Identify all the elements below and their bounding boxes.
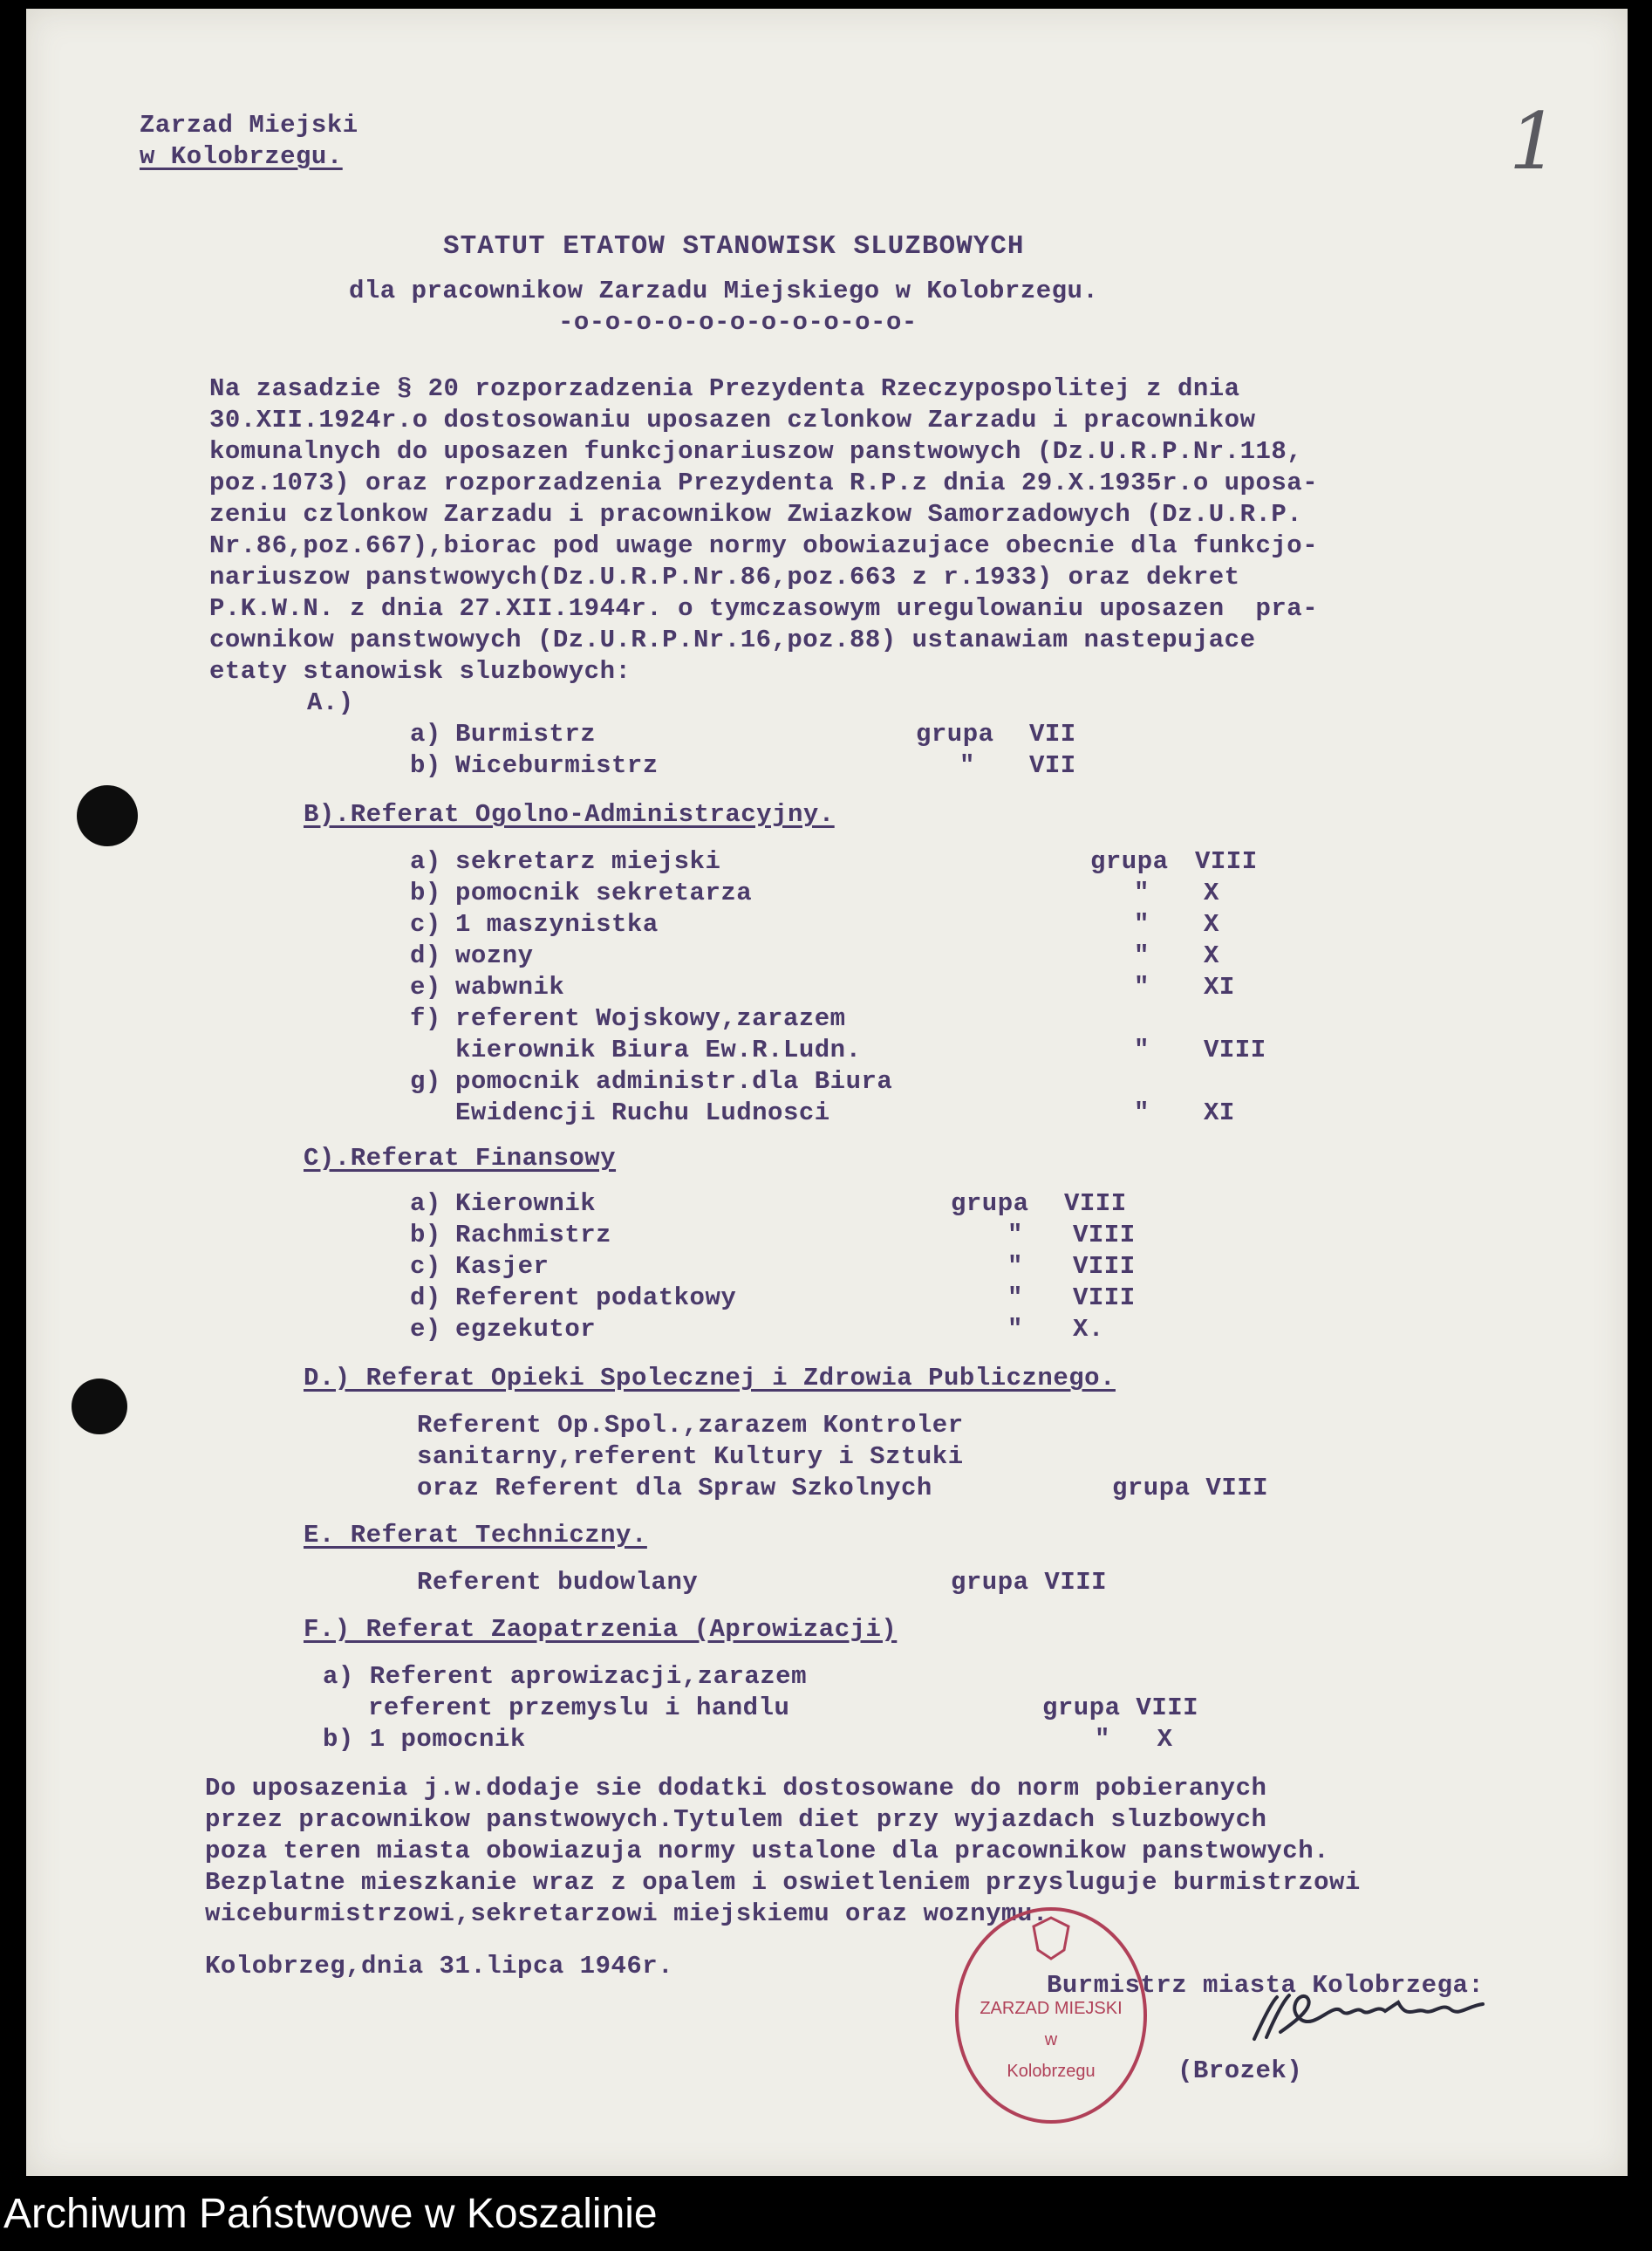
section-heading: A.) <box>307 688 354 717</box>
item-letter: g) <box>410 1067 441 1096</box>
item-name-continued: kierownik Biura Ew.R.Ludn. <box>455 1036 862 1064</box>
item-group: X <box>1204 941 1219 970</box>
item-mark: " <box>1134 1098 1150 1127</box>
preamble-line: etaty stanowisk sluzbowych: <box>209 657 631 686</box>
item-letter: f) <box>410 1004 441 1033</box>
signature <box>1246 1985 1490 2055</box>
preamble-line: poz.1073) oraz rozporzadzenia Prezydenta R.P.z dnia 29.X.1935r.o uposa- <box>209 469 1319 497</box>
item-name: Rachmistrz <box>455 1221 612 1249</box>
stamp-line2: w <box>1044 2030 1058 2049</box>
section-group: " X <box>1095 1725 1173 1754</box>
stamp-line3: Kolobrzegu <box>1007 2062 1096 2081</box>
office-name-line2: w Kolobrzegu. <box>140 142 343 171</box>
item-letter: e) <box>410 973 441 1002</box>
item-name: 1 maszynistka <box>455 910 659 939</box>
preamble-line: Na zasadzie § 20 rozporzadzenia Prezydenta Rzeczypospolitej z dnia <box>209 374 1240 403</box>
punch-hole <box>77 785 138 846</box>
item-group: VII <box>1029 720 1076 749</box>
preamble-line: komunalnych do uposazen funkcjonariuszow panstwowych (Dz.U.R.P.Nr.118, <box>209 437 1303 466</box>
preamble-line: P.K.W.N. z dnia 27.XII.1944r. o tymczasowym uregulowaniu uposazen pra- <box>209 594 1319 623</box>
preamble-line: zeniu czlonkow Zarzadu i pracownikow Zwiazkow Samorzadowych (Dz.U.R.P. <box>209 500 1303 529</box>
closing-line: Do uposazenia j.w.dodaje sie dodatki dostosowane do norm pobieranych <box>205 1774 1267 1803</box>
item-name: Kierownik <box>455 1189 597 1218</box>
section-heading: B).Referat Ogolno-Administracyjny. <box>304 800 835 829</box>
item-letter: d) <box>410 1283 441 1312</box>
signoff-name: (Brozek) <box>1178 2056 1303 2085</box>
item-name: pomocnik administr.dla Biura <box>455 1067 893 1096</box>
item-group: XI <box>1204 973 1235 1002</box>
item-letter: a) <box>410 1189 441 1218</box>
item-mark: grupa <box>1090 847 1169 876</box>
place-date: Kolobrzeg,dnia 31.lipca 1946r. <box>205 1952 674 1981</box>
item-letter: c) <box>410 910 441 939</box>
preamble-line: Nr.86,poz.667),biorac pod uwage normy obowiazujace obecnie dla funkcjo- <box>209 531 1319 560</box>
section-heading: D.) Referat Opieki Spolecznej i Zdrowia Publicznego. <box>304 1364 1116 1392</box>
section-heading: C).Referat Finansowy <box>304 1144 617 1173</box>
office-name-line1: Zarzad Miejski <box>140 111 358 140</box>
title-separator: -o-o-o-o-o-o-o-o-o-o-o- <box>558 308 918 337</box>
item-name: wozny <box>455 941 534 970</box>
item-name: Wiceburmistrz <box>455 751 659 780</box>
closing-line: wiceburmistrzowi,sekretarzowi miejskiemu oraz woznymu. <box>205 1899 1048 1928</box>
preamble-line: nariuszow panstwowych(Dz.U.R.P.Nr.86,poz.663 z r.1933) oraz dekret <box>209 563 1240 592</box>
item-mark: grupa <box>916 720 994 749</box>
page-number: 1 <box>1509 96 1560 188</box>
closing-line: poza teren miasta obowiazuja normy ustalone dla pracownikow panstwowych. <box>205 1837 1330 1865</box>
preamble-line: 30.XII.1924r.o dostosowaniu uposazen czlonkow Zarzadu i pracownikow <box>209 406 1256 434</box>
document-title: STATUT ETATOW STANOWISK SLUZBOWYCH <box>443 231 1025 262</box>
official-stamp <box>951 1902 1151 2129</box>
item-letter: c) <box>410 1252 441 1281</box>
item-mark: " <box>1007 1252 1023 1281</box>
item-name: Referent podatkowy <box>455 1283 737 1312</box>
archive-footer <box>0 2176 1652 2251</box>
section-line: Referent Op.Spol.,zarazem Kontroler <box>417 1411 964 1440</box>
section-line: a) Referent aprowizacji,zarazem <box>323 1662 807 1691</box>
item-letter: a) <box>410 720 441 749</box>
section-group: grupa VIII <box>1042 1693 1199 1722</box>
item-mark: grupa <box>951 1189 1029 1218</box>
document-page <box>26 9 1628 2176</box>
item-mark: " <box>1007 1221 1023 1249</box>
item-mark: " <box>1007 1315 1023 1344</box>
item-mark: " <box>1134 973 1150 1002</box>
item-name: egzekutor <box>455 1315 597 1344</box>
item-group: X <box>1204 879 1219 907</box>
item-letter: a) <box>410 847 441 876</box>
item-letter: b) <box>410 879 441 907</box>
section-group: grupa VIII <box>951 1568 1108 1597</box>
item-mark: " <box>1007 1283 1023 1312</box>
item-group: VIII <box>1073 1221 1136 1249</box>
section-line: sanitarny,referent Kultury i Sztuki <box>417 1442 964 1471</box>
item-group: VIII <box>1064 1189 1127 1218</box>
item-group: X <box>1204 910 1219 939</box>
item-letter: b) <box>410 751 441 780</box>
item-name-continued: Ewidencji Ruchu Ludnosci <box>455 1098 830 1127</box>
item-letter: b) <box>410 1221 441 1249</box>
item-group: X. <box>1073 1315 1104 1344</box>
section-line: oraz Referent dla Spraw Szkolnych <box>417 1474 932 1502</box>
section-heading: F.) Referat Zaopatrzenia (Aprowizacji) <box>304 1615 898 1644</box>
item-name: Burmistrz <box>455 720 597 749</box>
item-name: wabwnik <box>455 973 565 1002</box>
item-mark: " <box>959 751 975 780</box>
item-letter: e) <box>410 1315 441 1344</box>
item-name: referent Wojskowy,zarazem <box>455 1004 846 1033</box>
item-group: VIII <box>1073 1283 1136 1312</box>
item-group: XI <box>1204 1098 1235 1127</box>
item-group: VIII <box>1204 1036 1266 1064</box>
item-mark: " <box>1134 910 1150 939</box>
section-line: Referent budowlany <box>417 1568 699 1597</box>
preamble-line: cownikow panstwowych (Dz.U.R.P.Nr.16,poz.88) ustanawiam nastepujace <box>209 626 1256 654</box>
archive-name: Archiwum Państwowe w Koszalinie <box>3 2191 658 2237</box>
section-line: referent przemyslu i handlu <box>368 1693 790 1722</box>
section-heading: E. Referat Techniczny. <box>304 1521 647 1550</box>
signoff-title: Burmistrz miasta Kolobrzega: <box>1047 1971 1485 2000</box>
item-mark: " <box>1134 1036 1150 1064</box>
section-line: b) 1 pomocnik <box>323 1725 526 1754</box>
item-mark: " <box>1134 941 1150 970</box>
item-name: Kasjer <box>455 1252 550 1281</box>
item-group: VIII <box>1195 847 1258 876</box>
section-group: grupa VIII <box>1112 1474 1269 1502</box>
closing-line: Bezplatne mieszkanie wraz z opalem i oswietleniem przysluguje burmistrzowi <box>205 1868 1361 1897</box>
item-name: pomocnik sekretarza <box>455 879 753 907</box>
item-name: sekretarz miejski <box>455 847 721 876</box>
stamp-line1: ZARZAD MIEJSKI <box>980 1999 1123 2018</box>
item-group: VII <box>1029 751 1076 780</box>
item-group: VIII <box>1073 1252 1136 1281</box>
item-mark: " <box>1134 879 1150 907</box>
closing-line: przez pracownikow panstwowych.Tytulem diet przy wyjazdach sluzbowych <box>205 1805 1267 1834</box>
punch-hole <box>72 1379 127 1434</box>
item-letter: d) <box>410 941 441 970</box>
document-subtitle: dla pracownikow Zarzadu Miejskiego w Kolobrzegu. <box>349 277 1099 305</box>
